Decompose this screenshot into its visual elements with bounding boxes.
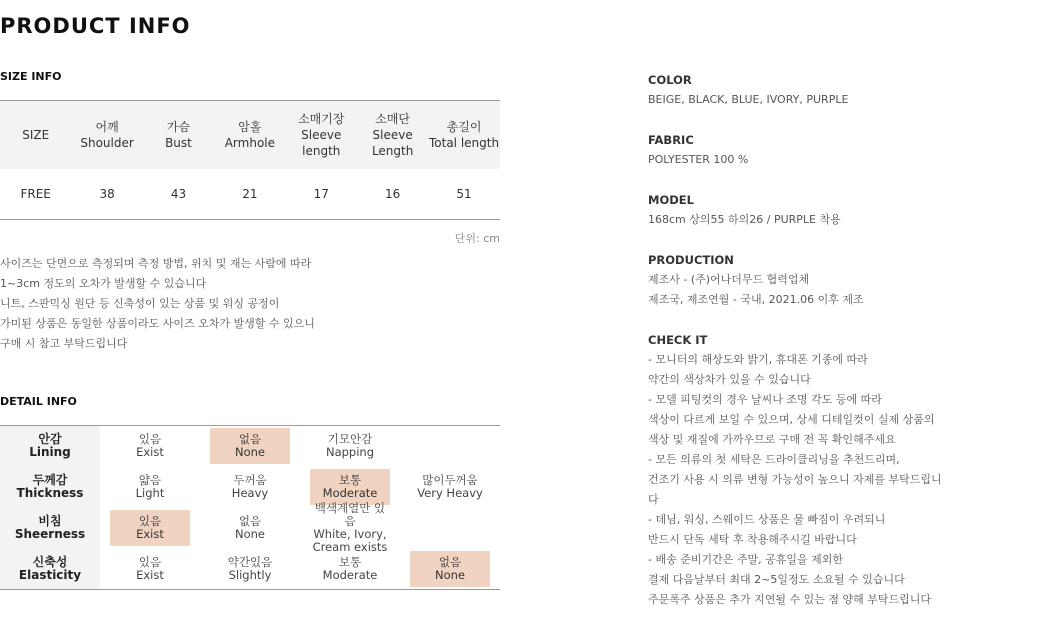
info-block-line: 제조국, 제조연월 - 국내, 2021.06 이후 제조: [648, 293, 864, 306]
size-note-line: 사이즈는 단면으로 측정되며 측정 방법, 위치 및 재는 사람에 따라: [0, 257, 312, 270]
detail-option-ko: 얇음: [138, 473, 162, 488]
info-block-line: POLYESTER 100 %: [648, 153, 749, 166]
size-header-cell: [143, 119, 214, 151]
detail-option: [410, 428, 490, 464]
size-note-line: 1~3cm 정도의 오차가 발생할 수 있습니다: [0, 277, 207, 290]
size-header-text: 어깨: [95, 120, 119, 134]
detail-option-ko: 백색계열만 있음: [314, 500, 386, 528]
detail-option-en: Moderate: [322, 567, 378, 582]
info-block-label: COLOR: [648, 73, 692, 87]
detail-option-en: Slightly: [228, 567, 272, 582]
size-note-line: 니트, 스판믹싱 원단 등 신축성이 있는 상품 및 워싱 공정이: [0, 297, 280, 310]
detail-option-en: None: [234, 445, 265, 460]
detail-head-text: Sheerness: [14, 526, 86, 541]
info-block-line: 제조사 - (주)어나더무드 협력업체: [648, 273, 810, 286]
detail-option-ko: 보통: [338, 473, 362, 488]
detail-head-text: 두께감: [32, 473, 68, 488]
info-block: [648, 70, 1028, 110]
info-block-label: MODEL: [648, 193, 694, 207]
detail-option: [210, 469, 290, 505]
size-header-text: 암홀: [238, 120, 262, 134]
detail-info-label: DETAIL INFO: [0, 395, 77, 408]
page-title: PRODUCT INFO: [0, 14, 191, 38]
detail-head-text: Thickness: [16, 486, 84, 501]
detail-option-ko: 두꺼움: [233, 473, 267, 488]
detail-option: [410, 510, 490, 546]
info-block-line: 약간의 색상차가 있을 수 있습니다: [648, 373, 811, 386]
detail-option-en: None: [234, 526, 265, 541]
detail-option-en: None: [434, 567, 465, 582]
detail-option-ko: 약간있음: [227, 554, 273, 569]
size-header-text: length: [302, 144, 341, 158]
detail-row-head: [0, 548, 100, 589]
detail-option: [310, 551, 390, 587]
size-header-cell: [0, 127, 71, 143]
size-header-text: 소매단: [375, 112, 411, 126]
info-block-line: BEIGE, BLACK, BLUE, IVORY, PURPLE: [648, 93, 849, 106]
info-block-label: CHECK IT: [648, 333, 708, 347]
detail-option: [110, 428, 190, 464]
info-block-line: 168cm 상의55 하의26 / PURPLE 착용: [648, 213, 841, 226]
detail-head-text: Lining: [29, 445, 71, 460]
size-note-line: 구매 시 참고 부탁드립니다: [0, 337, 128, 350]
detail-option: [110, 551, 190, 587]
detail-option: [410, 469, 490, 505]
detail-option-ko: 있음: [138, 513, 162, 528]
detail-row: [0, 500, 500, 554]
detail-head-text: 비침: [38, 513, 62, 528]
detail-option: [210, 551, 290, 587]
size-table-cell: 16: [385, 187, 401, 201]
detail-row: [0, 426, 500, 467]
detail-option-en: Very Heavy: [417, 486, 483, 501]
info-block-line: 건조기 사용 시 의류 변형 가능성이 높으니 자제를 부탁드립니: [648, 473, 942, 486]
size-table-cell: 21: [242, 187, 258, 201]
detail-option-en: Light: [135, 486, 165, 501]
size-header-text: Armhole: [224, 136, 276, 150]
detail-option-en: Exist: [136, 445, 164, 460]
info-block: [648, 190, 1028, 230]
size-header-text: Total length: [428, 136, 500, 150]
size-header-cell: [357, 111, 428, 159]
size-table-header: [0, 101, 500, 169]
detail-row-head: [0, 426, 100, 467]
detail-option-en: Exist: [136, 567, 164, 582]
detail-option-selected: [210, 428, 290, 464]
size-table-body: [0, 169, 500, 219]
info-block-line: 색상이 다르게 보일 수 있으며, 상세 디테일컷이 실제 상품의: [648, 413, 935, 426]
detail-row: [0, 548, 500, 589]
detail-option-ko: 없음: [238, 432, 262, 447]
size-table: [0, 100, 500, 220]
detail-option-en: Heavy: [231, 486, 269, 501]
detail-option-ko: 많이두꺼움: [422, 473, 478, 488]
size-header-cell: [214, 119, 285, 151]
size-notes: [0, 254, 315, 354]
size-table-cell: FREE: [20, 187, 51, 201]
info-block: [648, 130, 1028, 170]
detail-head-text: 안감: [38, 432, 62, 447]
detail-row: [0, 467, 500, 508]
size-header-cell: [71, 119, 142, 151]
detail-option-selected: [410, 551, 490, 587]
detail-option-selected: [310, 469, 390, 505]
detail-option-selected: [110, 510, 190, 546]
size-table-cell: 43: [170, 187, 187, 201]
detail-option: [310, 428, 390, 464]
info-block-line: - 데님, 워싱, 스웨이드 상품은 물 빠짐이 우려되니: [648, 513, 886, 526]
size-header-text: 소매기장: [298, 112, 345, 126]
info-block-line: 결제 다음날부터 최대 2~5일정도 소요될 수 있습니다: [648, 573, 905, 586]
size-header-text: Shoulder: [80, 136, 134, 150]
size-header-text: 가슴: [166, 120, 191, 134]
size-table-cell: 51: [456, 187, 472, 201]
detail-option: [310, 500, 390, 554]
size-note-line: 가미된 상품은 동일한 상품이라도 사이즈 오차가 발생할 수 있으니: [0, 317, 315, 330]
detail-option-en: Exist: [136, 526, 164, 541]
info-block-line: 색상 및 재질에 가까우므로 구매 전 꼭 확인해주세요: [648, 433, 896, 446]
detail-head-text: 신축성: [32, 554, 68, 569]
unit-label: 단위: cm: [454, 232, 500, 245]
detail-table: [0, 425, 500, 590]
detail-option: [210, 510, 290, 546]
size-header-text: 총길이: [446, 120, 482, 134]
detail-option-ko: 없음: [438, 554, 462, 569]
size-info-label: SIZE INFO: [0, 70, 62, 83]
size-table-cell: 17: [313, 187, 329, 201]
size-table-row: [0, 169, 500, 219]
detail-option-ko: 기모안감: [327, 432, 373, 447]
info-block-line: - 모델 피팅컷의 경우 날씨나 조명 각도 등에 따라: [648, 393, 882, 406]
size-header-cell: [286, 111, 357, 159]
size-header-text: Sleeve: [372, 128, 413, 142]
detail-option-en: Moderate: [322, 486, 378, 501]
detail-option-ko: 없음: [238, 513, 262, 528]
size-header-text: SIZE: [22, 128, 50, 142]
size-header-cell: [428, 119, 499, 151]
product-details-column: [648, 70, 1028, 630]
info-block-label: FABRIC: [648, 133, 694, 147]
size-header-text: Bust: [165, 136, 192, 150]
size-header-text: Sleeve: [301, 128, 342, 142]
info-block-line: 주문폭주 상품은 추가 지연될 수 있는 점 양해 부탁드립니다: [648, 593, 931, 606]
detail-option-ko: 보통: [338, 554, 362, 569]
info-block-line: - 모니터의 해상도와 밝기, 휴대폰 기종에 따라: [648, 353, 868, 366]
size-table-cell: 38: [99, 187, 115, 201]
info-block-line: - 모든 의류의 첫 세탁은 드라이클리닝을 추천드리며,: [648, 453, 900, 466]
info-block-label: PRODUCTION: [648, 253, 734, 267]
detail-head-text: Elasticity: [18, 567, 82, 582]
detail-option-ko: 있음: [138, 432, 162, 447]
detail-option: [110, 469, 190, 505]
info-block-line: - 배송 준비기간은 주말, 공휴일을 제외한: [648, 553, 843, 566]
info-block: [648, 250, 1028, 310]
size-header-text: Length: [371, 144, 414, 158]
info-block: [648, 330, 1028, 610]
info-block-line: 다: [648, 493, 659, 506]
detail-option-en: Napping: [325, 445, 375, 460]
detail-row-head: [0, 508, 100, 549]
detail-option-en: White, Ivory, Cream exists: [312, 526, 388, 554]
info-block-line: 반드시 단독 세탁 후 착용해주시길 바랍니다: [648, 533, 857, 546]
detail-row-head: [0, 467, 100, 508]
detail-option-ko: 있음: [138, 554, 162, 569]
